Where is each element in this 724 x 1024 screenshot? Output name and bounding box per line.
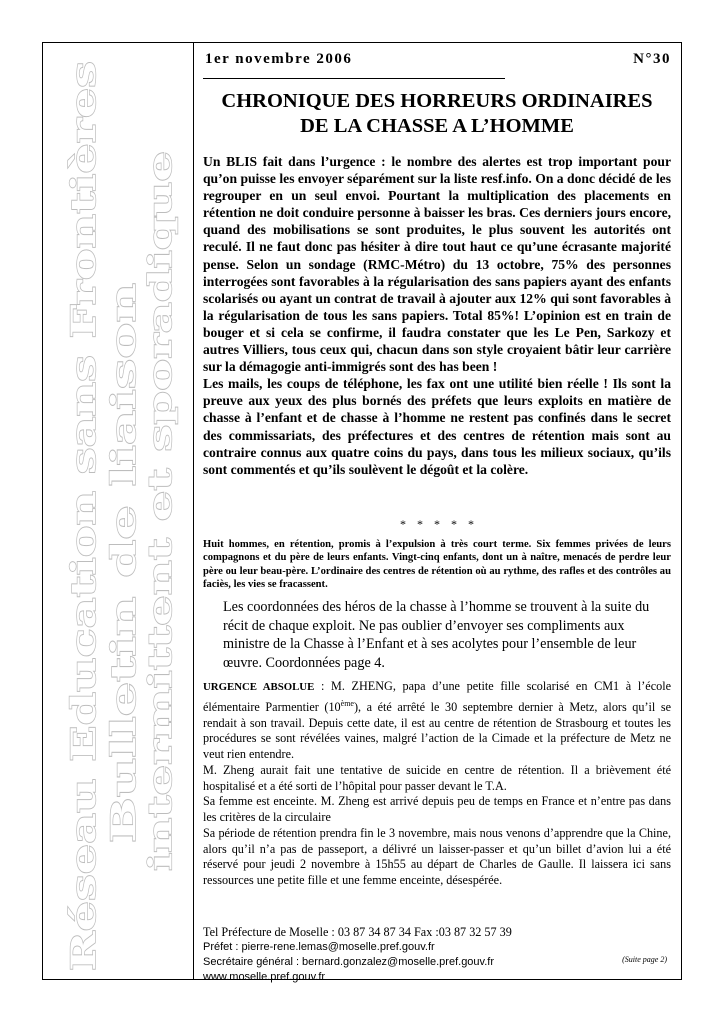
urgence-paragraph-1: [203, 679, 671, 763]
intro-paragraph-2: Les mails, les coups de téléphone, les fax ont une utilité bien réelle ! Ils sont la preuve aux yeux des plus bornés des préfets que leurs exploits en matière de chasse à l’enfant et de chasse à l’homme ne restent pas confinés dans le secret des commissariats, des préfectures et des centres de rétention mais sont au contraire connus aux quatre coins du pays, dans tous les milieux sociaux, qu’ils sont commentés et qu’ils soulèvent le dégoût et la colère.: [203, 376, 671, 477]
contact-prefet-email[interactable]: Préfet : pierre-rene.lemas@moselle.pref.gouv.fr: [203, 941, 435, 953]
summary-paragraph: Huit hommes, en rétention, promis à l’expulsion à très court terme. Six femmes privées de leurs compagnons et du père de leurs enfants. Vingt-cinq enfants, dont un à naître, menacés de perdre leur père ou leur beau-père. L’ordinaire des centres de rétention où au rythme, des rafles et des contrôles au faciès, les vies se fracassent.: [203, 539, 671, 590]
intro-text: [203, 153, 671, 478]
header-rule: [203, 78, 505, 79]
page-frame: [42, 42, 682, 983]
masthead-line-3: intermittent et sporadique: [141, 392, 179, 871]
title-line-1: CHRONIQUE DES HORREURS ORDINAIRES: [221, 90, 653, 112]
issue-number: N°30: [633, 51, 671, 67]
urgence-paragraph-2: M. Zheng aurait fait une tentative de suicide en centre de rétention. Il a brièvement été hospitalisé et a été sorti de l’hôpital pour passer devant le T.A.: [203, 762, 671, 793]
urgence-paragraph-3: Sa femme est enceinte. M. Zheng est arrivé depuis peu de temps en France et n’entre pas dans les critères de la circulaire: [203, 794, 671, 825]
urgence-text-a: : M. ZHENG, papa d’une petite fille scolarisé en CM1 à l’école élémentaire Parmentier (10: [203, 679, 671, 714]
notice-paragraph: Les coordonnées des héros de la chasse à l’homme se trouvent à la suite du récit de chaque exploit. Ne pas oublier d’envoyer ses compliments aux ministre de la Chasse à l’Enfant et à ses acolytes pour l’ensemble de leur œuvre. Coordonnées page 4.: [223, 599, 650, 671]
issue-date: 1er novembre 2006: [205, 51, 353, 67]
urgence-section: [203, 679, 671, 889]
contact-block: [203, 925, 671, 985]
page-title: [201, 89, 673, 139]
masthead-sidebar: [43, 43, 193, 979]
masthead-graphic: [43, 43, 193, 979]
urgence-paragraph-4: Sa période de rétention prendra fin le 3 novembre, mais nous venons d’apprendre que la Chine, alors qu’il n’a pas de passeport, a délivré un laisser-passer et qu’un billet d’avion lui a été réservé pour jeudi 2 novembre à 15h55 au départ de Charles de Gaulle. Il laissera ici sans ressources une petite fille et une femme enceinte, désespérée.: [203, 825, 671, 888]
urgence-text-b: ), a été arrêté le 30 septembre dernier à Metz, alors qu’il se rendait à son travail. Depuis cette date, il est au centre de rétention de Strasbourg et toutes les procédures se sont révélées vaines, malgré l’action de la Cimade et la préfecture de Metz ne veut rien entendre.: [203, 699, 671, 762]
continued-note: (Suite page 2): [622, 955, 667, 964]
contact-phone-fax: Tel Préfecture de Moselle : 03 87 34 87 34 Fax :03 87 32 57 39: [203, 925, 512, 939]
issue-header: [201, 51, 673, 71]
section-separator: * * * * *: [400, 517, 474, 531]
column-divider: [193, 43, 194, 979]
masthead-line-1: Réseau Education sans Frontières: [64, 322, 104, 971]
intro-paragraph-1: Un BLIS fait dans l’urgence : le nombre des alertes est trop important pour qu’on puisse les envoyer séparément sur la liste resf.info. On a donc décidé de les regrouper en un seul envoi. Pourtant la multiplication des placements en rétention ne doit conduire personne à baisser les bras. Ces derniers jours encore, quand des mobilisations se sont produites, le plus souvent les autorités ont reculé. Il ne faut donc pas hésiter à dire tout haut ce qu’une écrasante majorité pense. Selon un sondage (RMC-Métro) du 13 octobre, 75% des personnes interrogées sont favorables à la régularisation des sans papiers ayant des enfants scolarisés ou ayant un contrat de travail à ajouter aux 12% qui sont favorables à la régularisation de tous les sans papiers. Total 85%! L’opinion est en train de bouger et si cela se confirme, il faudra constater que les Le Pen, Sarkozy et autres Villiers, tous ceux qui, chacun dans son style croyaient bâtir leur carrière sur la démagogie anti-immigrés sont des has been !: [203, 154, 671, 375]
title-line-2: DE LA CHASSE A L’HOMME: [300, 115, 574, 137]
masthead-line-2: Bulletin de liaison: [104, 492, 144, 843]
contact-secretaire-email[interactable]: Secrétaire général : bernard.gonzalez@moselle.pref.gouv.fr: [203, 956, 495, 968]
contact-website[interactable]: www.moselle.pref.gouv.fr: [203, 971, 326, 983]
urgence-label: URGENCE ABSOLUE: [203, 681, 315, 693]
urgence-superscript: ème: [340, 698, 354, 708]
